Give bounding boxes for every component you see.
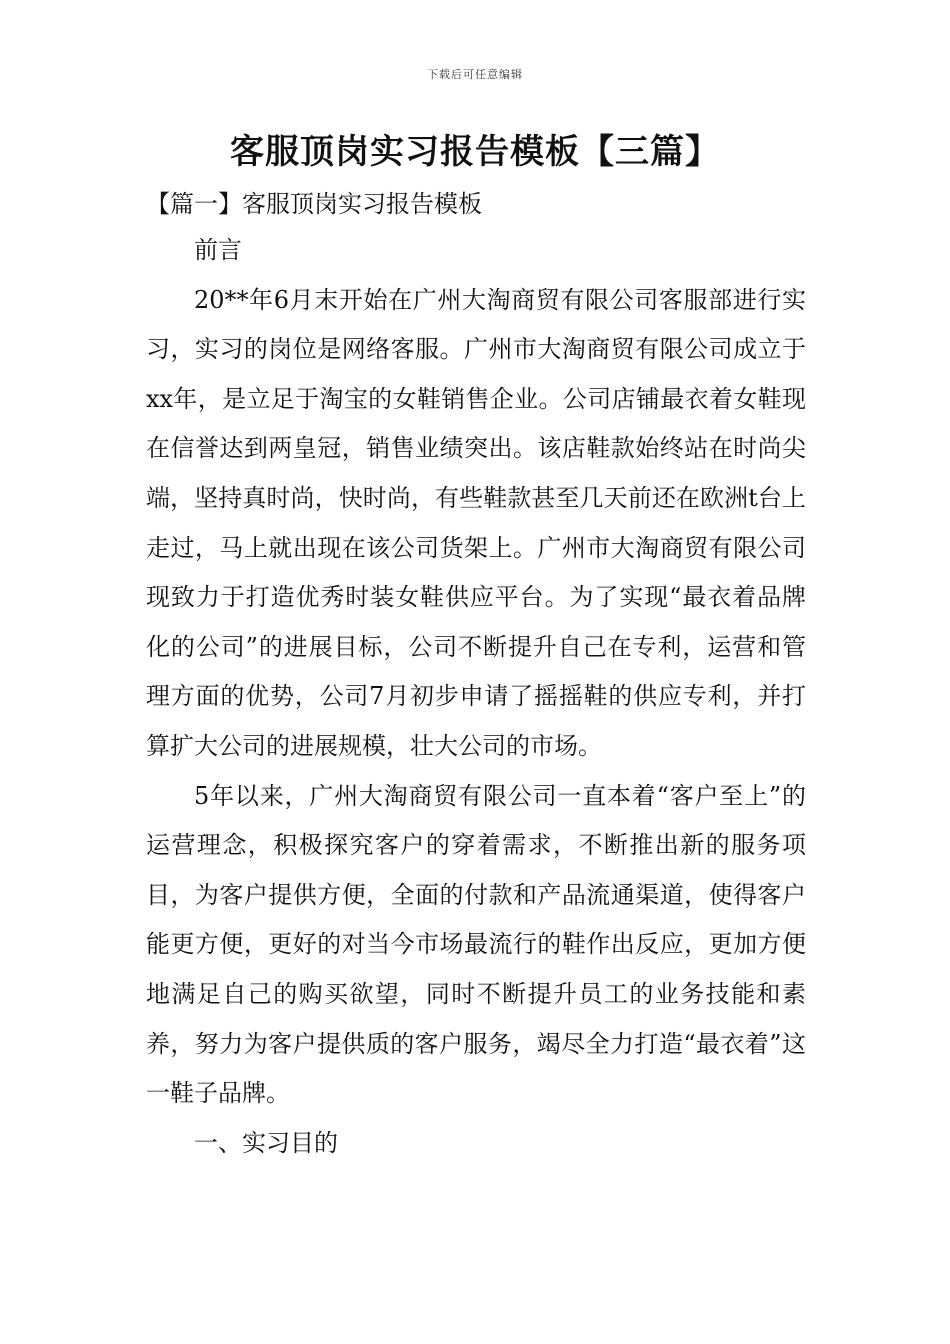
- body-paragraph: 5年以来，广州大淘商贸有限公司一直本着“客户至上”的运营理念，积极探究客户的穿着需求，不断推出新的服务项目，为客户提供方便，全面的付款和产品流通渠道，使得客户能更方便，更好的对当今市场最流行的鞋作出反应，更加方便地满足自己的购买欲望，同时不断提升员工的业务技能和素养，努力为客户提供质的客户服务，竭尽全力打造“最衣着”这一鞋子品牌。: [146, 781, 806, 1108]
- document-title: 客服顶岗实习报告模板【三篇】: [230, 132, 720, 172]
- body-paragraph: 20**年6月末开始在广州大淘商贸有限公司客服部进行实习，实习的岗位是网络客服。广州市大淘商贸有限公司成立于xx年，是立足于淘宝的女鞋销售企业。公司店铺最衣着女鞋现在信誉达到两皇冠，销售业绩突出。该店鞋款始终站在时尚尖端，坚持真时尚，快时尚，有些鞋款甚至几天前还在欧洲t台上走过，马上就出现在该公司货架上。广州市大淘商贸有限公司现致力于打造优秀时装女鞋供应平台。为了实现“最衣着品牌化的公司”的进展目标，公司不断提升自己在专利，运营和管理方面的优势，公司7月初步申请了摇摇鞋的供应专利，并打算扩大公司的进展规模，壮大公司的市场。: [146, 285, 806, 760]
- header-note: 下载后可任意编辑: [427, 68, 523, 81]
- section-heading: 【篇一】客服顶岗实习报告模板: [146, 190, 482, 218]
- subsection-heading: 一、实习目的: [194, 1128, 338, 1157]
- document-body: [146, 226, 806, 1168]
- preface-heading: 前言: [194, 236, 242, 264]
